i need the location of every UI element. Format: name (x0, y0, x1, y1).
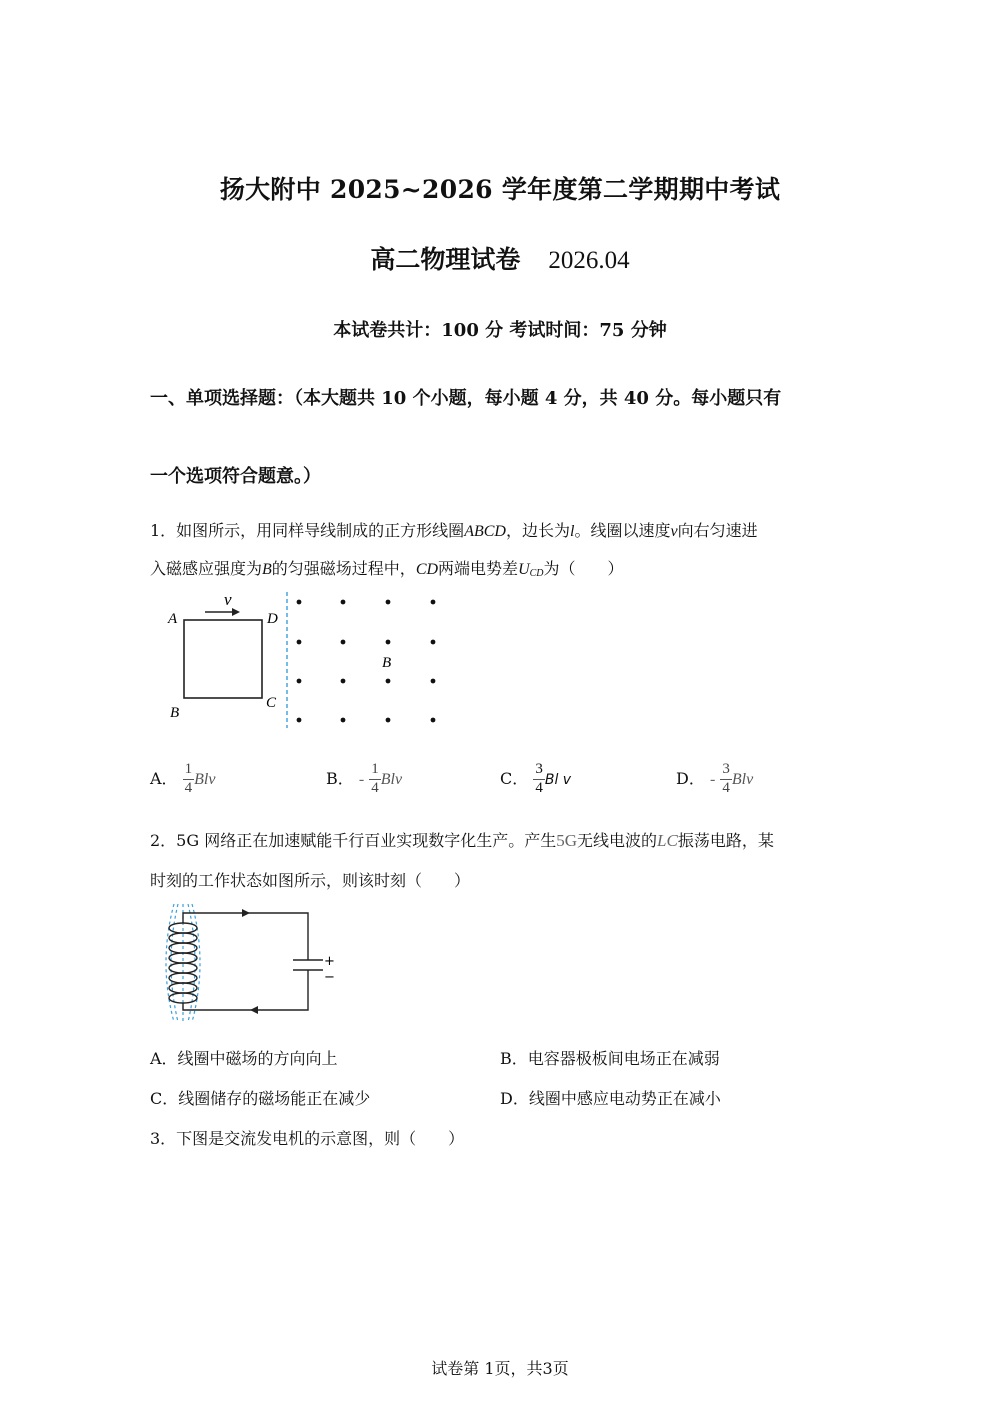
exam-date: 2026.04 (548, 247, 630, 274)
page-footer: 试卷第 1页，共3页 (431, 1359, 569, 1378)
q2-lc: LC (657, 831, 678, 850)
q2-5g: 5G (556, 831, 578, 850)
current-arrow-top (242, 909, 250, 917)
q1-u: U (518, 561, 530, 578)
q1-text: 1．如图所示，用同样导线制成的正方形线圈 (150, 521, 465, 540)
section-heading-line1: 一、单项选择题：（本大题共 10 个小题，每小题 4 分，共 40 分。每小题只有 (150, 388, 782, 409)
fraction: $\frac{3}{4}$ (722, 761, 730, 796)
fraction: $\frac{1}{4}$ (184, 761, 193, 796)
q2-option-c[interactable]: C．线圈储存的磁场能正在减少 (150, 1089, 371, 1108)
q1-text: ，边长为 (505, 521, 570, 540)
q1-text: 的匀强磁场过程中， (271, 559, 416, 578)
q2-text: 2．5G 网络正在加速赋能千行百业实现数字化生产。产生 (150, 831, 557, 850)
q1-l: l (569, 523, 575, 540)
field-dots (297, 600, 436, 723)
label-b: B (170, 705, 180, 721)
option-expr: Blv (380, 770, 403, 788)
q3-line1: 3．下图是交流发电机的示意图，则（ ） (150, 1129, 465, 1148)
option-expr: Blv (731, 770, 754, 788)
exam-subtitle (0, 240, 1000, 276)
fraction: $\frac{1}{4}$ (371, 761, 379, 796)
q1-line2 (150, 556, 850, 579)
q1-option-a[interactable] (150, 762, 215, 797)
option-expr: Blv (194, 770, 216, 788)
option-label: C． (500, 768, 529, 788)
minus-sign: - (709, 770, 716, 788)
q1-u-subscript: CD (529, 568, 544, 579)
option-label: B． (326, 768, 354, 788)
q1-v: v (670, 523, 678, 540)
exam-title: 扬大附中 2025~2026 学年度第二学期期中考试 (219, 175, 781, 204)
minus-sign: - (358, 770, 365, 788)
q1-figure (160, 588, 450, 730)
q2-text: 无线电波的 (577, 831, 658, 850)
q1-text: 。线圈以速度 (574, 521, 671, 540)
q2-option-d[interactable]: D．线圈中感应电动势正在减小 (500, 1089, 721, 1108)
label-a: A (168, 611, 178, 627)
subject-label: 高二物理试卷 (370, 245, 521, 274)
q2-option-a[interactable]: A．线圈中磁场的方向向上 (150, 1049, 338, 1068)
circuit-wire (183, 913, 308, 1010)
velocity-arrowhead (232, 608, 240, 616)
q1-option-d[interactable] (676, 762, 753, 797)
minus-sign: − (324, 970, 335, 985)
q1-option-c[interactable] (500, 762, 571, 797)
option-label: A． (150, 768, 178, 788)
q1-line1 (150, 518, 850, 541)
q1-text: 为（ ） (543, 559, 624, 578)
square-coil (184, 620, 262, 698)
q1-text: 入磁感应强度为 (150, 559, 263, 578)
q2-line1 (150, 828, 870, 851)
q2-text: 振荡电路，某 (677, 831, 774, 850)
q2-figure (150, 900, 350, 1026)
current-arrow-bottom (250, 1006, 258, 1014)
field-label: B (382, 655, 392, 671)
exam-info: 本试卷共计：100 分 考试时间：75 分钟 (333, 320, 667, 341)
label-c: C (266, 695, 277, 711)
q1-b: B (262, 561, 272, 578)
section-heading-line2: 一个选项符合题意。） (150, 466, 321, 487)
q1-option-b[interactable] (326, 762, 402, 797)
label-v: v (224, 590, 232, 609)
q1-cd: CD (415, 561, 439, 578)
option-label: D． (676, 768, 705, 788)
option-expr: Bl v (544, 771, 572, 788)
q1-text: 两端电势差 (438, 559, 519, 578)
q1-abcd: ABCD (464, 523, 506, 540)
q1-text: 向右匀速进 (677, 521, 758, 540)
label-d: D (267, 611, 278, 627)
plus-sign: + (324, 954, 335, 969)
q2-option-b[interactable]: B．电容器极板间电场正在减弱 (500, 1049, 720, 1068)
q2-line2: 时刻的工作状态如图所示，则该时刻（ ） (150, 871, 471, 890)
fraction: $\frac{3}{4}$ (535, 761, 543, 796)
